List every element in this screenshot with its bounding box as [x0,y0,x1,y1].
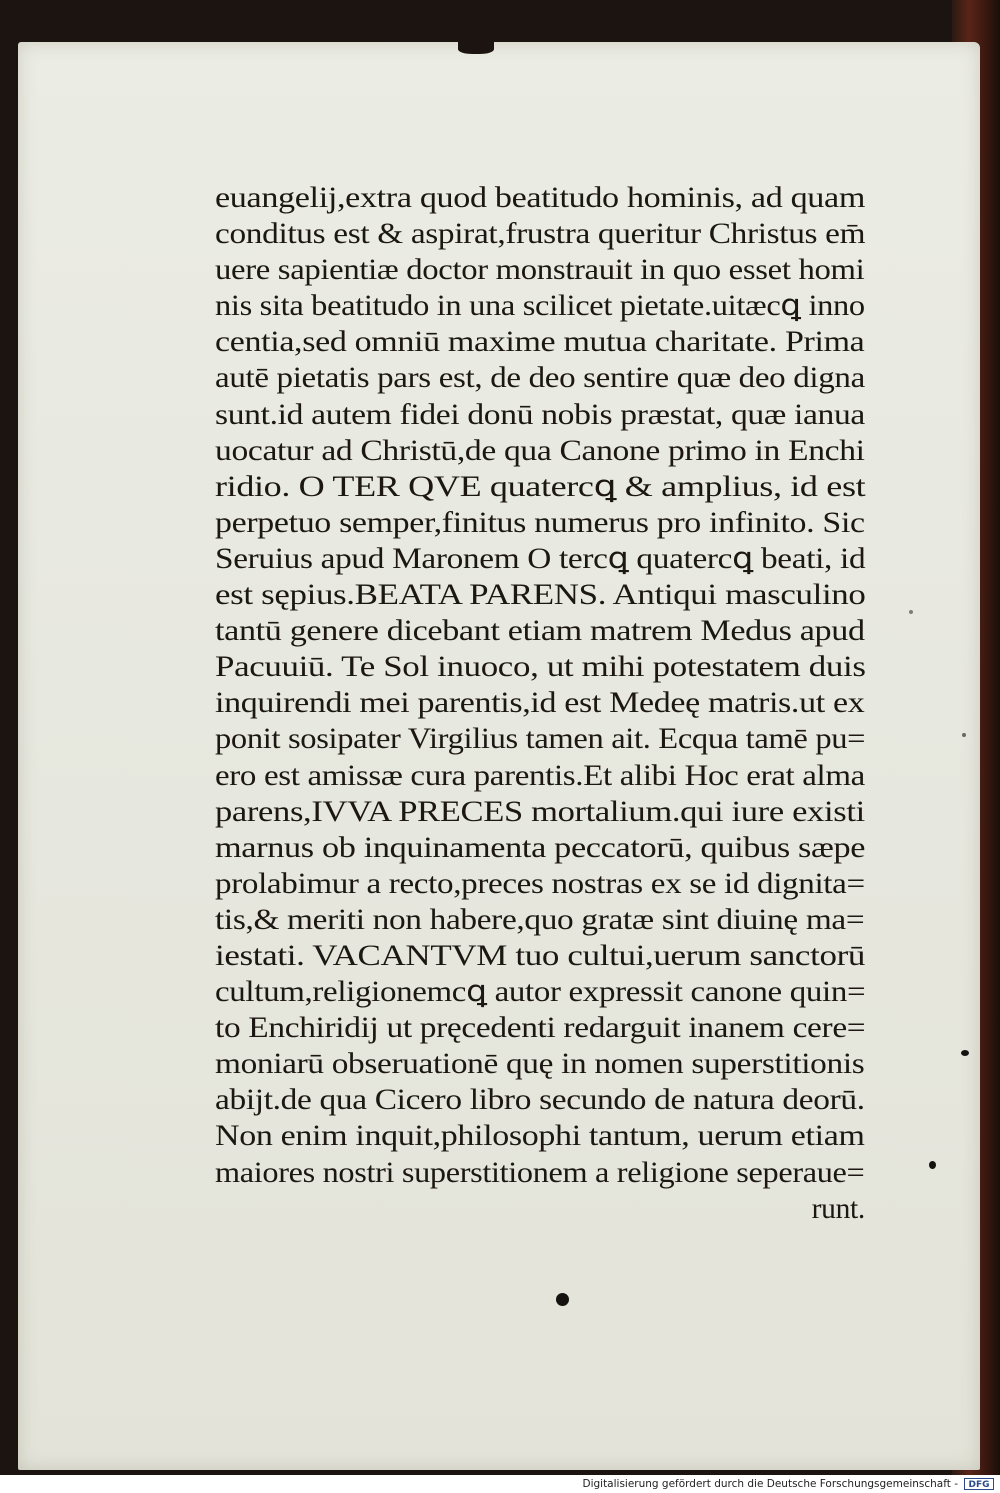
text-line-17: ero est amissæ cura parentis.Et alibi Hoc erat alma [215,759,865,792]
text-line-6: autē pietatis pars est, de deo sentire quæ deo digna [215,362,865,395]
ink-dot-margin-4 [929,1161,936,1169]
ink-dot-margin-3 [961,1050,969,1056]
text-line-21: tis,& meriti non habere,quo gratæ sint diuinę ma= [215,903,865,936]
text-line-15: inquirendi mei parentis,id est Medeę matris.ut ex [215,687,865,720]
text-line-11: Seruius apud Maronem O tercꝗ quatercꝗ beati, id [215,542,866,575]
text-line-5: centia,sed omniū maxime mutua charitate. Prima [215,326,865,359]
text-line-14: Pacuuiū. Te Sol inuoco, ut mihi potestatem duis [215,651,866,684]
paper-tear-notch [458,42,494,54]
ink-dot-margin-2 [962,733,966,737]
text-line-16: ponit sosipater Virgilius tamen ait. Ecqua tamē pu= [215,723,866,756]
text-line-12: est sępius.BEATA PARENS. Antiqui masculino [215,579,866,612]
text-line-4: nis sita beatitudo in una scilicet pietate.uitæcꝗ inno [215,290,865,323]
text-line-24: to Enchiridij ut pręcedenti redarguit inanem cere= [215,1012,866,1045]
text-line-22: iestati. VACANTVM tuo cultui,uerum sanctorū [215,939,866,972]
text-line-last: runt. [811,1192,865,1225]
text-line-2: conditus est & aspirat,frustra queritur Christus em̄ [215,218,866,251]
text-line-27: Non enim inquit,philosophi tantum, uerum etiam [215,1120,865,1153]
text-line-8: uocatur ad Christū,de qua Canone primo in Enchi [215,434,865,467]
text-line-18: parens,IVVA PRECES mortalium.qui iure existi [215,795,865,828]
text-line-28: maiores nostri superstitionem a religione seperaue= [215,1156,865,1189]
text-line-19: marnus ob inquinamenta peccatorū, quibus sæpe [215,831,866,864]
ink-dot-margin-1 [909,610,913,614]
text-line-7: sunt.id autem fidei donū nobis præstat, quæ ianua [215,398,865,431]
text-line-1: euangelij,extra quod beatitudo hominis, ad quam [215,182,866,214]
text-line-25: moniarū obseruationē quę in nomen superstitionis [215,1048,865,1081]
text-line-3: uere sapientiæ doctor monstrauit in quo esset homi [215,254,865,287]
text-line-9: ridio. O TER QVE quatercꝗ & amplius, id est [215,470,866,503]
footer-credit-text: Digitalisierung gefördert durch die Deutsche Forschungsgemeinschaft - [582,1478,958,1490]
latin-text-block [215,180,865,1227]
digitization-footer [0,1475,1000,1493]
dfg-logo: DFG [964,1478,994,1490]
text-line-23: cultum,religionemcꝗ autor expressit canone quin= [215,976,866,1009]
text-line-13: tantū genere dicebant etiam matrem Medus apud [215,615,865,648]
text-line-20: prolabimur a recto,preces nostras ex se id dignita= [215,867,865,900]
text-line-10: perpetuo semper,finitus numerus pro infinito. Sic [215,506,865,539]
ink-dot-center [556,1293,569,1306]
text-line-26: abijt.de qua Cicero libro secundo de natura deorū. [215,1084,865,1117]
